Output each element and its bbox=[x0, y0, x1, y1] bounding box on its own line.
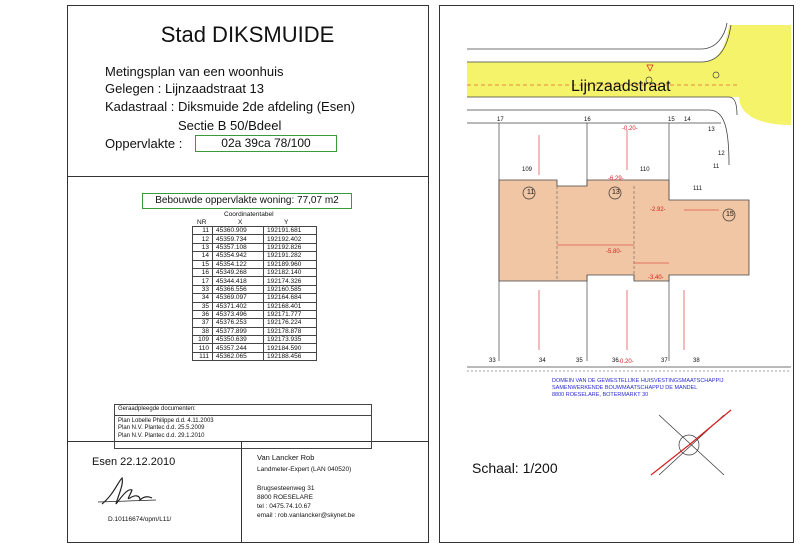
coord-cell-y: 192164.684 bbox=[264, 294, 317, 302]
dimension-label: -0.20- bbox=[618, 359, 634, 365]
section-line: Sectie B 50/Bdeel bbox=[178, 118, 282, 133]
built-area-box: Bebouwde oppervlakte woning: 77,07 m2 bbox=[142, 193, 352, 209]
coord-cell-x: 45376.253 bbox=[213, 319, 264, 327]
coord-cell-x: 45360.909 bbox=[213, 227, 264, 235]
table-row bbox=[193, 344, 317, 352]
documents-box bbox=[114, 404, 372, 449]
document-item: Plan Lobelle Philippe d.d. 4.11.2003 bbox=[118, 417, 214, 424]
coord-cell-nr: 37 bbox=[193, 319, 213, 327]
table-row bbox=[193, 285, 317, 293]
cadastre-line: Kadastraal : Diksmuide 2de afdeling (Esen) bbox=[105, 99, 356, 114]
coord-cell-nr: 17 bbox=[193, 277, 213, 285]
area-label: Oppervlakte : bbox=[105, 136, 183, 151]
coord-cell-y: 192176.224 bbox=[264, 319, 317, 327]
coord-cell-nr: 109 bbox=[193, 336, 213, 344]
coord-cell-nr: 14 bbox=[193, 252, 213, 260]
coordinate-table bbox=[192, 226, 317, 361]
coord-cell-nr: 111 bbox=[193, 352, 213, 360]
area-value-box: 02a 39ca 78/100 bbox=[195, 135, 337, 152]
coord-cell-y: 192189.960 bbox=[264, 260, 317, 268]
coord-cell-y: 192182.140 bbox=[264, 268, 317, 276]
coord-cell-nr: 36 bbox=[193, 310, 213, 318]
point-label: 109 bbox=[522, 167, 533, 173]
coord-cell-nr: 110 bbox=[193, 344, 213, 352]
owner-label-south: DOMEIN VAN DE GEWESTELIJKE HUISVESTINGSMAATSCHAPPIJ SAMENWERKENDE BOUWMAATSCHAPPIJ DE MANDEL 8800 ROESELARE, BOTERMARKT 30 bbox=[552, 378, 724, 398]
coord-cell-x: 45357.244 bbox=[213, 344, 264, 352]
coord-cell-y: 192168.401 bbox=[264, 302, 317, 310]
coord-cell-nr: 12 bbox=[193, 235, 213, 243]
coord-cell-nr: 34 bbox=[193, 294, 213, 302]
coord-col-x: X bbox=[238, 219, 243, 226]
coord-cell-x: 45369.097 bbox=[213, 294, 264, 302]
document-item: Plan N.V. Plantec d.d. 25.5.2009 bbox=[118, 425, 205, 431]
coord-cell-nr: 11 bbox=[193, 227, 213, 235]
coord-cell-nr: 16 bbox=[193, 268, 213, 276]
coord-cell-y: 192171.777 bbox=[264, 310, 317, 318]
table-row bbox=[193, 260, 317, 268]
coord-cell-y: 192192.402 bbox=[264, 235, 317, 243]
coord-cell-y: 192174.326 bbox=[264, 277, 317, 285]
point-label: 33 bbox=[489, 358, 496, 364]
point-label: 36 bbox=[612, 358, 619, 364]
table-row bbox=[193, 252, 317, 260]
house-number: 15 bbox=[726, 211, 734, 218]
location-line: Gelegen : Lijnzaadstraat 13 bbox=[105, 81, 264, 96]
north-arrow bbox=[651, 410, 731, 475]
coord-cell-nr: 15 bbox=[193, 260, 213, 268]
coord-cell-nr: 13 bbox=[193, 243, 213, 251]
surveyor-name: Van Lancker Rob bbox=[257, 453, 315, 462]
surveyor-phone: tel : 0475.74.10.67 bbox=[257, 503, 311, 510]
table-row bbox=[193, 327, 317, 335]
scale-label: Schaal: 1/200 bbox=[472, 460, 558, 476]
coord-cell-x: 45359.734 bbox=[213, 235, 264, 243]
coord-col-y: Y bbox=[284, 219, 289, 226]
coord-cell-x: 45377.899 bbox=[213, 327, 264, 335]
table-row bbox=[193, 302, 317, 310]
surveyor-title: Landmeter-Expert (LAN 040520) bbox=[257, 466, 352, 473]
point-label: 12 bbox=[718, 151, 725, 157]
point-label: 13 bbox=[708, 127, 715, 133]
coord-col-nr: NR bbox=[197, 219, 207, 226]
reference-number: D.10116674/opm/L11/ bbox=[108, 516, 172, 523]
house-number: 11 bbox=[527, 189, 535, 196]
point-label: 11 bbox=[713, 164, 720, 170]
coord-cell-y: 192173.935 bbox=[264, 336, 317, 344]
coord-cell-x: 45371.402 bbox=[213, 302, 264, 310]
table-row bbox=[193, 227, 317, 235]
plan-description: Metingsplan van een woonhuis bbox=[105, 64, 284, 79]
table-row bbox=[193, 319, 317, 327]
surveyor-street: Brugsesteenweg 31 bbox=[257, 485, 315, 492]
table-row bbox=[193, 294, 317, 302]
place-date: Esen 22.12.2010 bbox=[92, 456, 176, 468]
table-row bbox=[193, 336, 317, 344]
coord-cell-x: 45362.065 bbox=[213, 352, 264, 360]
coord-cell-x: 45366.556 bbox=[213, 285, 264, 293]
dimension-label: -5.80- bbox=[606, 249, 622, 255]
left-sheet-divider-1 bbox=[67, 176, 429, 177]
table-row bbox=[193, 243, 317, 251]
house-outline bbox=[499, 180, 749, 281]
table-row bbox=[193, 310, 317, 318]
point-label: 17 bbox=[497, 117, 504, 123]
coord-cell-y: 192191.681 bbox=[264, 227, 317, 235]
coord-cell-x: 45344.418 bbox=[213, 277, 264, 285]
coord-cell-nr: 38 bbox=[193, 327, 213, 335]
dimension-label: -6.29- bbox=[608, 176, 624, 182]
surveyor-city: 8800 ROESELARE bbox=[257, 494, 314, 501]
surveyor-email: email : rob.vanlancker@skynet.be bbox=[257, 512, 356, 519]
point-label: 14 bbox=[684, 117, 691, 123]
point-label: 15 bbox=[668, 117, 675, 123]
table-row bbox=[193, 268, 317, 276]
point-label: 111 bbox=[693, 186, 703, 192]
left-sheet-footer-divider bbox=[241, 441, 242, 543]
coord-cell-x: 45354.122 bbox=[213, 260, 264, 268]
dimension-label: -3.40- bbox=[648, 275, 664, 281]
house-number: 13 bbox=[612, 189, 620, 196]
point-label: 38 bbox=[693, 358, 700, 364]
coord-cell-x: 45373.496 bbox=[213, 310, 264, 318]
coord-cell-x: 45350.639 bbox=[213, 336, 264, 344]
point-label: 16 bbox=[584, 117, 591, 123]
document-item: Plan N.V. Plantec d.d. 29.1.2010 bbox=[118, 432, 205, 439]
coord-cell-y: 192191.282 bbox=[264, 252, 317, 260]
page-title: Stad DIKSMUIDE bbox=[160, 22, 335, 47]
point-label: 34 bbox=[539, 358, 546, 364]
coord-cell-x: 45349.268 bbox=[213, 268, 264, 276]
street-name: Lijnzaadstraat bbox=[571, 78, 671, 95]
dimension-label: -2.92- bbox=[650, 207, 666, 213]
point-label: 35 bbox=[576, 358, 583, 364]
documents-title: Geraadpleegde documenten: bbox=[115, 405, 371, 416]
coord-cell-nr: 35 bbox=[193, 302, 213, 310]
coord-cell-x: 45354.942 bbox=[213, 252, 264, 260]
coord-cell-y: 192178.878 bbox=[264, 327, 317, 335]
coord-cell-y: 192184.590 bbox=[264, 344, 317, 352]
coord-cell-nr: 33 bbox=[193, 285, 213, 293]
coord-cell-y: 192188.456 bbox=[264, 352, 317, 360]
coord-cell-y: 192160.585 bbox=[264, 285, 317, 293]
coord-cell-y: 192192.826 bbox=[264, 243, 317, 251]
point-label: 37 bbox=[661, 358, 668, 364]
table-row bbox=[193, 235, 317, 243]
table-row bbox=[193, 352, 317, 360]
coord-cell-x: 45357.108 bbox=[213, 243, 264, 251]
dimension-label: -0.20- bbox=[622, 126, 638, 132]
table-row bbox=[193, 277, 317, 285]
point-label: 110 bbox=[640, 167, 650, 173]
signature-image bbox=[96, 474, 166, 510]
coord-table-title: Coordinatentabel bbox=[224, 211, 274, 218]
